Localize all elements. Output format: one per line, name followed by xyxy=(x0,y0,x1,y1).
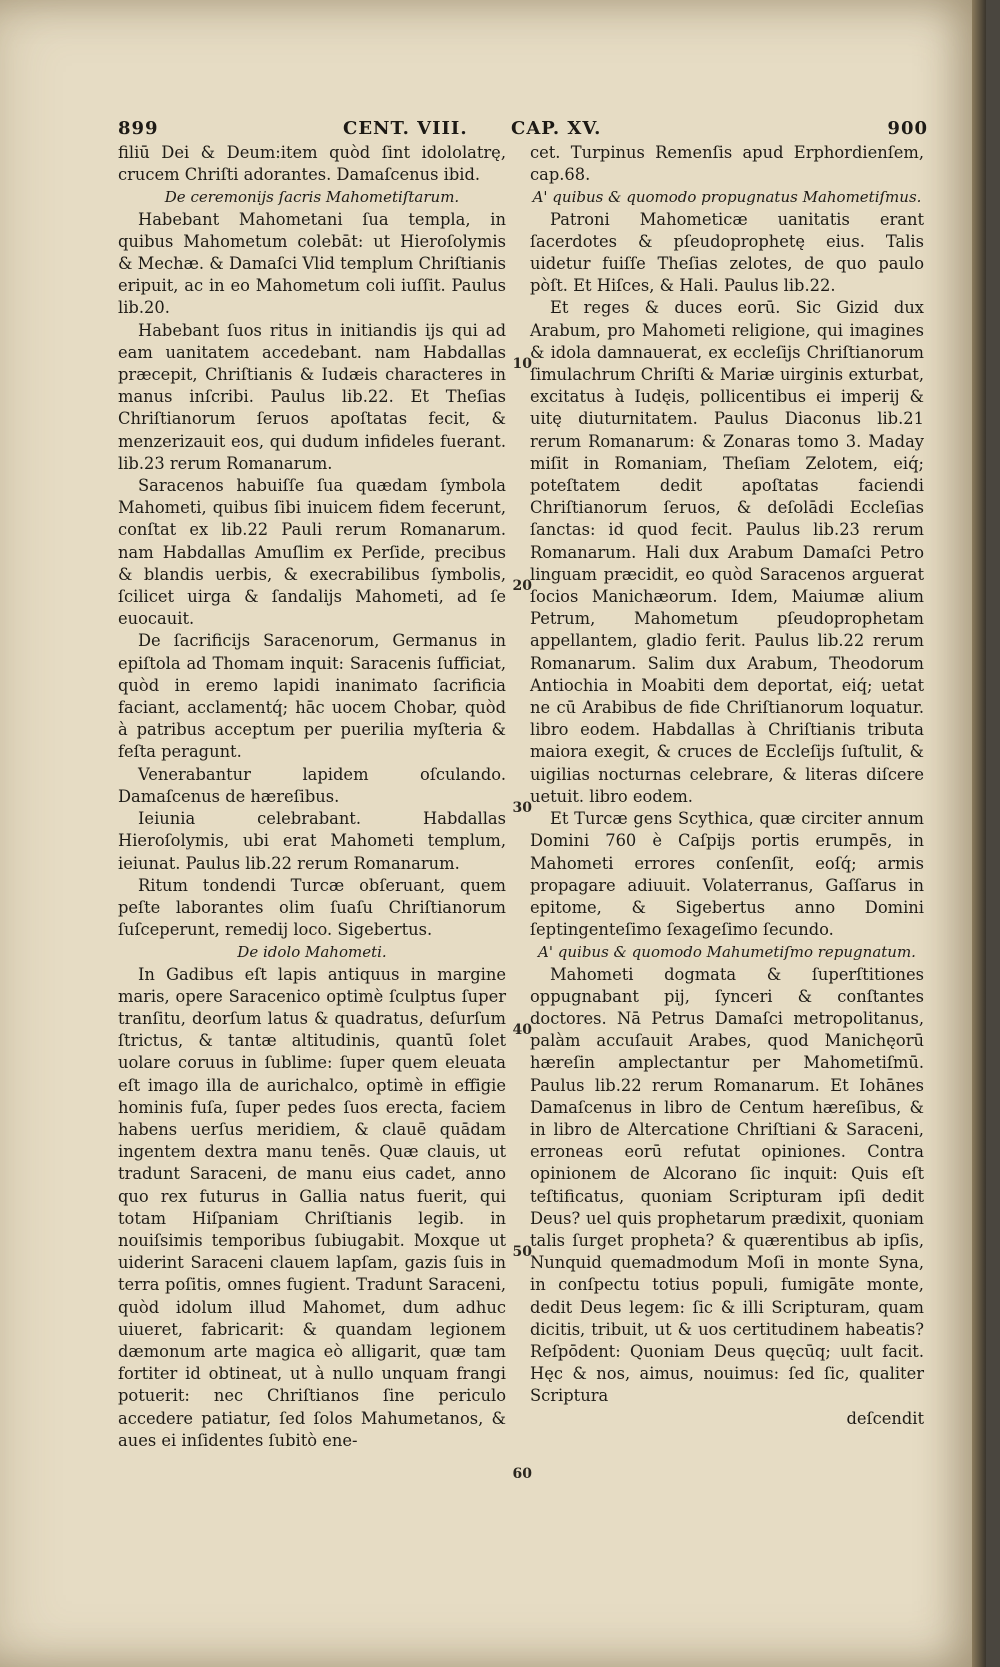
paragraph: Ritum tondendi Turcæ obſeruant, quem peſte laborantes olim ſuaſu Chriſtianorum ſuſceperunt, remedij loco. Sigebertus. xyxy=(118,875,506,940)
right-column xyxy=(530,142,924,1430)
paragraph: Patroni Mahometicæ uanitatis erant ſacerdotes & pſeudoprophetę eius. Talis uidetur fuiſſe Theſias zelotes, de quo paulo pòſt. Et Hiſces, & Hali. Paulus lib.22. xyxy=(530,209,924,296)
paragraph: Habebant ſuos ritus in initiandis ijs qui ad eam uanitatem accedebant. nam Habdallas præcepit, Chriſtianis & Iudæis characteres in manus inſcribi. Paulus lib.22. Et Theſias Chriſtianorum ſeruos apoſtatas fecit, & menzerizauit eos, qui dudum infideles fuerant. lib.23 rerum Romanarum. xyxy=(118,320,506,473)
section-heading: A' quibus & quomodo Mahumetiſmo repugnatum. xyxy=(538,943,916,962)
paragraph: Saracenos habuiſſe ſua quædam ſymbola Mahometi, quibus ſibi inuicem fidem fecerunt, conſtat ex lib.22 Pauli rerum Romanarum. nam Habdallas Amuſlim ex Perſide, precibus & blandis uerbis, & execrabilibus ſymbolis, ſcilicet uirga & ſandalijs Mahometi, ad ſe euocauit. xyxy=(118,476,506,629)
line-number: 20 xyxy=(512,578,532,594)
line-number: 30 xyxy=(512,800,532,816)
line-number: 60 xyxy=(512,1466,532,1482)
section-heading: De idolo Mahometi. xyxy=(237,943,387,962)
paragraph: In Gadibus eſt lapis antiquus in margine maris, opere Saracenico optimè ſculptus ſuper tranſitu, deorſum latus & quadratus, deſurſum ſtrictus, & tantæ altitudinis, quantū ſolet uolare coruus in ſublime: ſuper quem eleuata eſt imago illa de aurichalco, optimè in effigie hominis fuſa, ſuper pedes ſuos erecta, faciem habens uerſus meridiem, & clauē quādam ingentem dextra manu tenēs. Quæ clauis, ut tradunt Saraceni, de manu eius cadet, anno quo rex futurus in Gallia natus fuerit, qui totam Hiſpaniam Chriſtianis legib. in nouiſsimis temporibus ſubiugabit. Moxque ut uiderint Saraceni clauem lapſam, gazis ſuis in terra poſitis, omnes fugient. Tradunt Saraceni, quòd idolum illud Mahomet, dum adhuc uiueret, fabricarit: & quandam legionem dæmonum arte magica eò alligarit, quæ tam fortiter id obtineat, ut à nullo unquam frangi potuerit: nec Chriſtianos ſine periculo accedere patiatur, ſed ſolos Mahumetanos, & aues ei inſidentes ſubitò ene- xyxy=(118,964,506,1450)
running-header xyxy=(118,118,928,144)
paragraph: Ieiunia celebrabant. Habdallas Hieroſolymis, ubi erat Mahometi templum, ieiunat. Paulus lib.22 rerum Romanarum. xyxy=(118,809,506,873)
text-line: filiū Dei & Deum:item quòd ſint idololatrę, crucem Chriſti adorantes. Damaſcenus ibid. xyxy=(118,143,506,185)
catchword: deſcendit xyxy=(846,1408,924,1428)
paragraph: Habebant Mahometani ſua templa, in quibus Mahometum colebāt: ut Hieroſolymis & Mechæ. & Damaſci Vlid templum Chriſtianis eripuit, ac in eo Mahometum coli iuſſit. Paulus lib.20. xyxy=(118,209,506,318)
left-column xyxy=(118,142,506,1452)
line-number: 40 xyxy=(512,1022,532,1038)
paragraph: Venerabantur lapidem oſculando. Damaſcenus de hæreſibus. xyxy=(118,764,506,806)
line-number: 10 xyxy=(512,356,532,372)
header-title-left: CENT. VIII. xyxy=(343,118,468,139)
section-heading: De ceremonijs ſacris Mahometiſtarum. xyxy=(164,188,460,207)
section-heading: A' quibus & quomodo propugnatus Mahometiſmus. xyxy=(532,188,922,207)
text-line: cet. Turpinus Remenſis apud Erphordienſem, cap.68. xyxy=(530,143,924,185)
header-title-right: CAP. XV. xyxy=(511,118,602,139)
page-number-right: 900 xyxy=(887,118,928,139)
line-number: 50 xyxy=(512,1244,532,1260)
page-edge xyxy=(972,0,986,1667)
page-number-left: 899 xyxy=(118,118,159,139)
paragraph: De ſacrificijs Saracenorum, Germanus in epiſtola ad Thomam inquit: Saracenis ſufficiat, quòd in eremo lapidi inanimato ſacrificia faciant, acclamentq́; hāc uocem Chobar, quòd à patribus acceptum per puerilia myſteria & feſta peragunt. xyxy=(118,631,506,762)
paragraph: Et Turcæ gens Scythica, quæ circiter annum Domini 760 è Caſpijs portis erumpēs, in Mahometi errores conſenſit, eoſq́; armis propagare adiuuit. Volaterranus, Gaſſarus in epitome, & Sigebertus anno Domini ſeptingenteſimo ſexageſimo ſecundo. xyxy=(530,809,924,940)
paragraph: Mahometi dogmata & ſuperſtitiones oppugnabant pij, ſynceri & conſtantes doctores. Nā Petrus Damaſci metropolitanus, palàm accuſauit Arabes, quod Manichęorū hæreſin amplectantur per Mahometiſmū. Paulus lib.22 rerum Romanarum. Et Iohānes Damaſcenus in libro de Centum hæreſibus, & in libro de Altercatione Chriſtiani & Saraceni, erroneas eorū refutat opiniones. Contra opinionem de Alcorano ſic inquit: Quis eſt teſtificatus, quoniam Scripturam ipſi dedit Deus? uel quis prophetarum prædixit, quoniam talis ſurget propheta? & quærentibus ab ipſis, Nunquid quemadmodum Moſi in monte Syna, in conſpectu totius populi, fumigāte monte, dedit Deus legem: ſic & illi Scripturam, quam dicitis, tribuit, ut & uos certitudinem habeatis? Reſpōdent: Quoniam Deus quęcūq; uult facit. Hęc & nos, aimus, nouimus: ſed ſic, qualiter Scriptura xyxy=(530,964,924,1406)
paragraph: Et reges & duces eorū. Sic Gizid dux Arabum, pro Mahometi religione, qui imagines & idola damnauerat, ex eccleſijs Chriſtianorum ſimulachrum Chriſti & Mariæ uirginis exturbat, excitatus à Iudęis, pollicentibus ei imperij & uitę diuturnitatem. Paulus Diaconus lib.21 rerum Romanarum: & Zonaras tomo 3. Maday miſit in Romaniam, Theſiam Zelotem, eiq́; poteſtatem dedit apoſtatas faciendi Chriſtianorum ſeruos, & deſolādi Eccleſias ſanctas: id quod fecit. Paulus lib.23 rerum Romanarum. Hali dux Arabum Damaſci Petro linguam præcidit, eo quòd Saracenos arguerat ſocios Manichæorum. Idem, Maiumæ alium Petrum, Mahometum pſeudoprophetam appellantem, gladio ferit. Paulus lib.22 rerum Romanarum. Salim dux Arabum, Theodorum Antiochia in Moabiti dem deportat, eiq́; uetat ne cū Arabibus de fide Chriſtianorum loquatur. libro eodem. Habdallas à Chriſtianis tributa maiora exegit, & cruces de Eccleſijs ſuſtulit, & uigilias nocturnas celebrare, & literas diſcere uetuit. libro eodem. xyxy=(530,298,924,806)
